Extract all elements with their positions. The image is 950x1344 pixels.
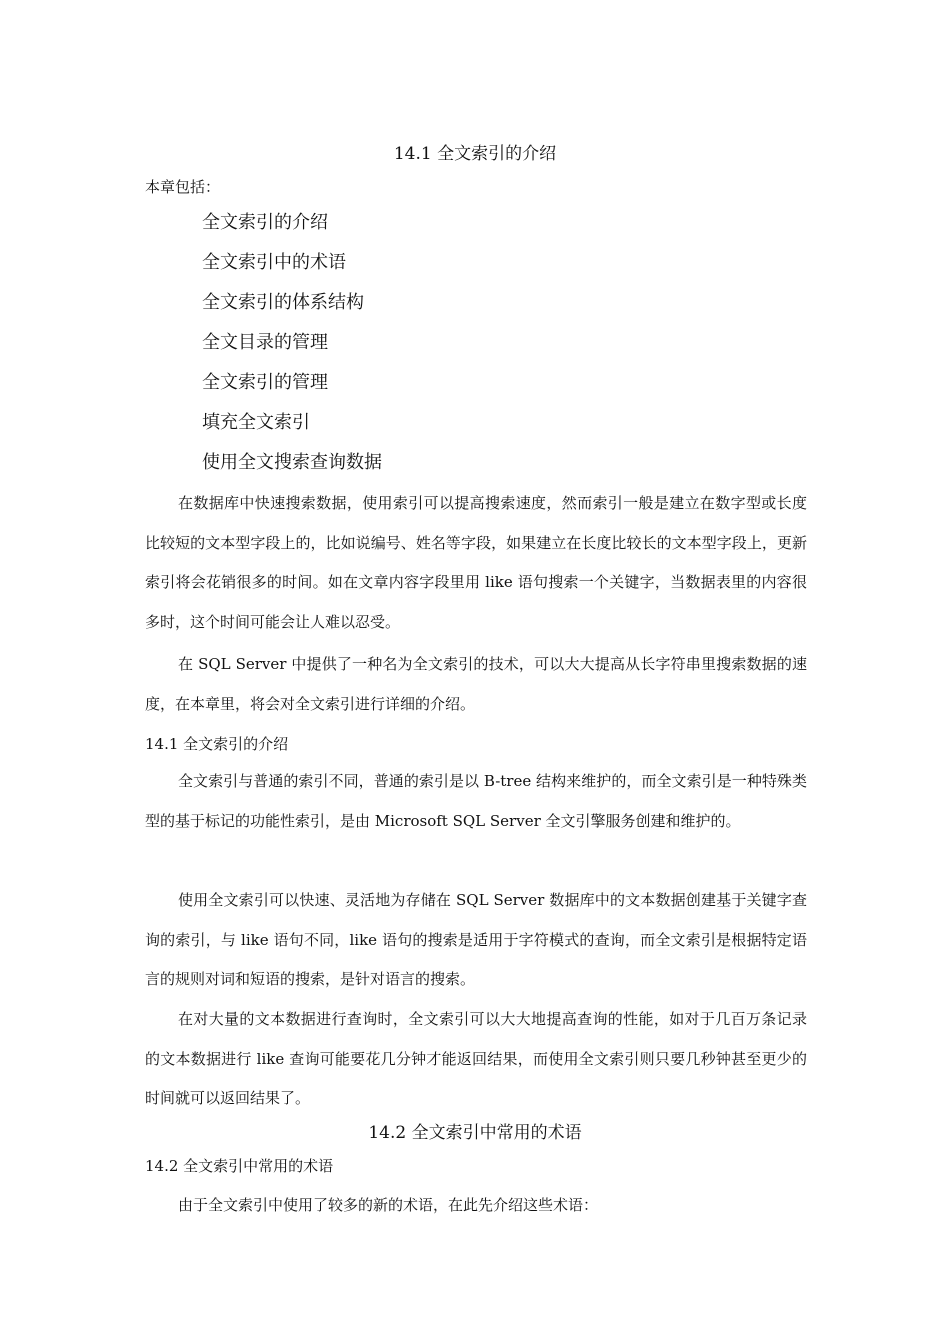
toc-item: 使用全文搜索查询数据 — [202, 452, 382, 473]
body-paragraph: 全文索引与普通的索引不同，普通的索引是以 B-tree 结构来维护的，而全文索引是一种特殊类型的基于标记的功能性索引，是由 Microsoft SQL Server 全文引擎服务创建和维护的。 — [145, 772, 807, 830]
toc-item: 全文索引的介绍 — [202, 212, 328, 233]
body-paragraph: 在对大量的文本数据进行查询时，全文索引可以大大地提高查询的性能，如对于几百万条记录的文本数据进行 like 查询可能要花几分钟才能返回结果，而使用全文索引则只要几秒钟甚至更少的时间就可以返回结果了。 — [145, 1010, 807, 1107]
section-heading: 14.2 全文索引中常用的术语 — [145, 1157, 334, 1175]
chapter-title: 14.1 全文索引的介绍 — [393, 144, 557, 164]
body-paragraph: 在 SQL Server 中提供了一种名为全文索引的技术，可以大大提高从长字符串里搜索数据的速度，在本章里，将会对全文索引进行详细的介绍。 — [145, 655, 807, 713]
toc-item: 全文目录的管理 — [202, 332, 328, 353]
body-paragraph: 在数据库中快速搜索数据，使用索引可以提高搜索速度，然而索引一般是建立在数字型或长度比较短的文本型字段上的，比如说编号、姓名等字段，如果建立在长度比较长的文本型字段上，更新索引将会花销很多的时间。如在文章内容字段里用 like 语句搜索一个关键字，当数据表里的内容很多时，这个时间可能会让人难以忍受。 — [145, 494, 807, 631]
section-title: 14.2 全文索引中常用的术语 — [368, 1123, 582, 1143]
section-heading: 14.1 全文索引的介绍 — [145, 735, 289, 753]
toc-item: 填充全文索引 — [202, 412, 310, 433]
body-paragraph: 由于全文索引中使用了较多的新的术语，在此先介绍这些术语： — [178, 1196, 599, 1214]
body-paragraph: 使用全文索引可以快速、灵活地为存储在 SQL Server 数据库中的文本数据创建基于关键字查询的索引，与 like 语句不同，like 语句的搜索是适用于字符模式的查询，而全文索引是根据特定语言的规则对词和短语的搜索，是针对语言的搜索。 — [145, 891, 807, 988]
toc-item: 全文索引的体系结构 — [202, 292, 364, 313]
toc-item: 全文索引中的术语 — [202, 252, 346, 273]
intro-label: 本章包括： — [145, 178, 221, 196]
toc-item: 全文索引的管理 — [202, 372, 328, 393]
